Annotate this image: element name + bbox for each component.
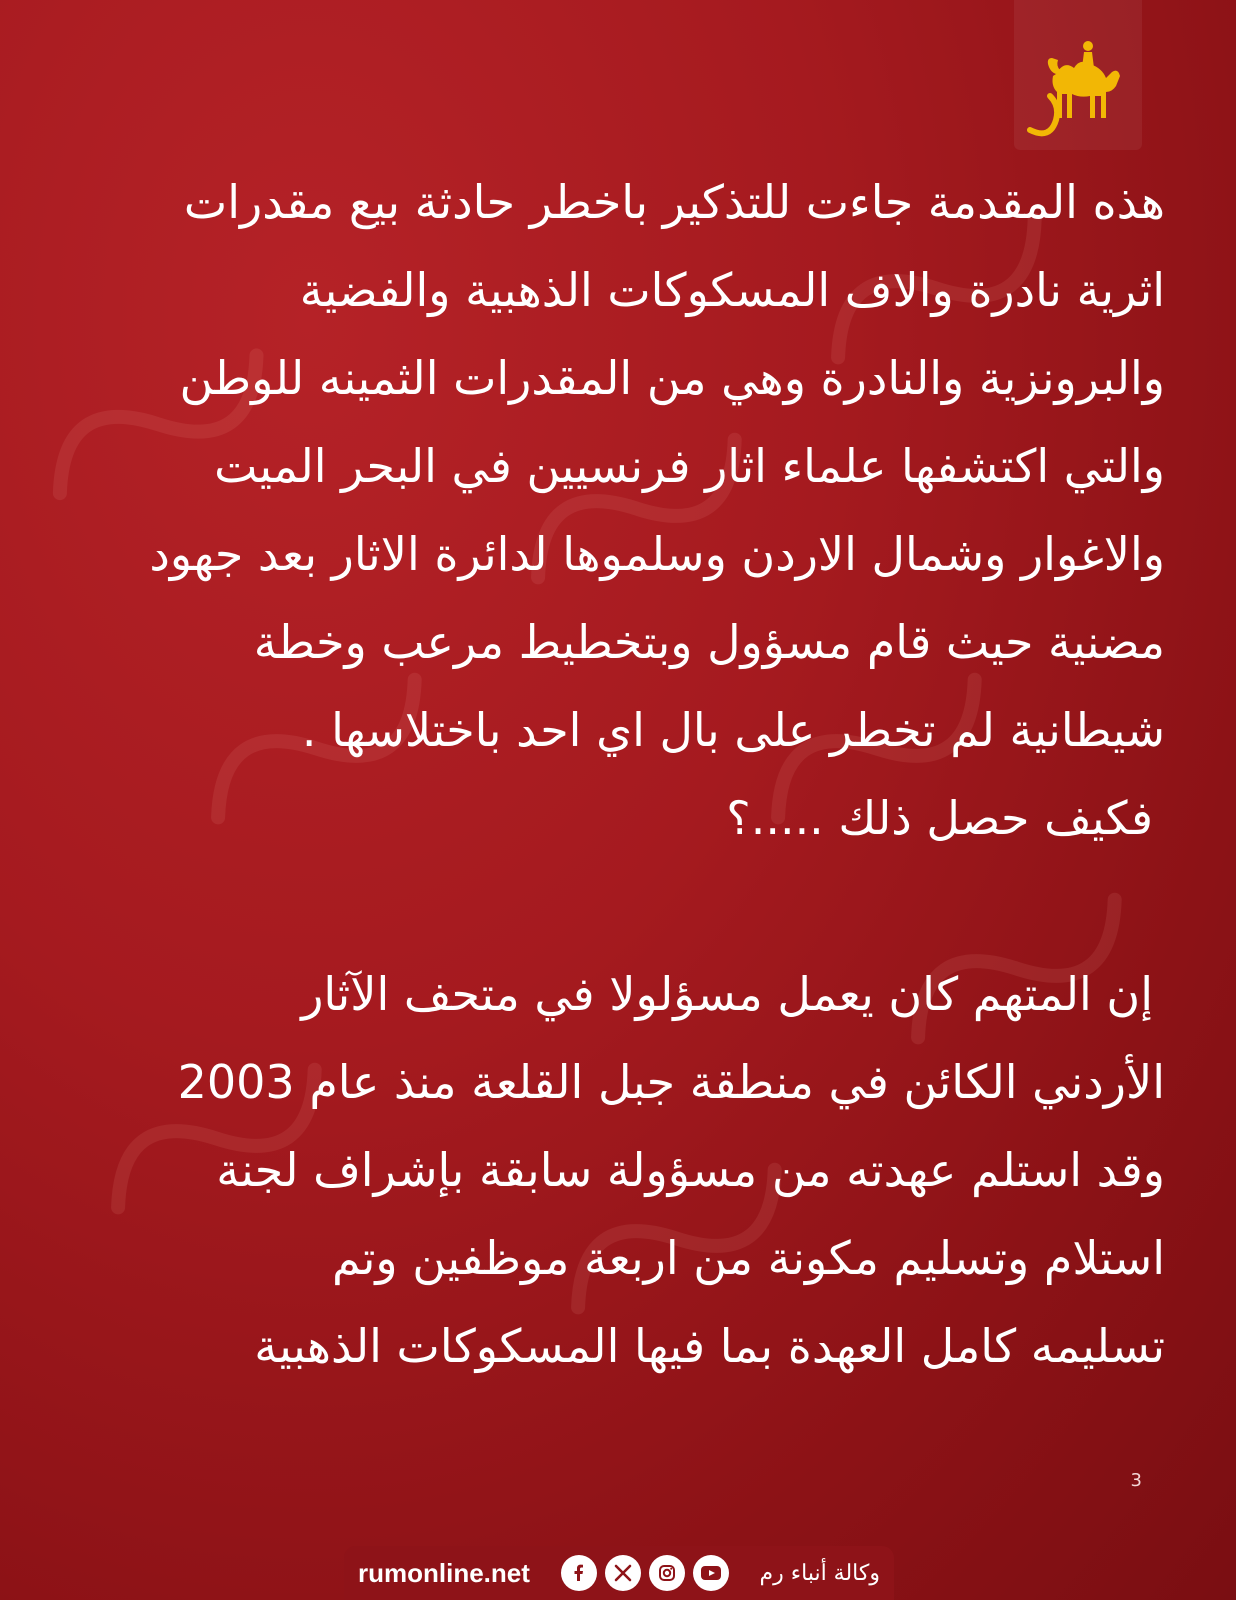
article-body [70, 158, 1165, 1390]
body-line: والبرونزية والنادرة وهي من المقدرات الثمينه للوطن [179, 351, 1165, 405]
body-line: مضنية حيث قام مسؤول وبتخطيط مرعب وخطة [253, 615, 1165, 669]
facebook-icon[interactable] [561, 1555, 597, 1591]
body-line: والتي اكتشفها علماء اثار فرنسيين في البحر الميت [214, 439, 1165, 493]
page-number: 3 [1130, 1470, 1142, 1491]
footer-bar [344, 1546, 894, 1600]
youtube-icon[interactable] [693, 1555, 729, 1591]
body-line: إن المتهم كان يعمل مسؤلولا في متحف الآثار [301, 967, 1153, 1021]
body-line: اثرية نادرة والاف المسكوكات الذهبية والفضية [299, 263, 1165, 317]
site-link[interactable]: rumonline.net [358, 1557, 530, 1588]
body-line: فكيف حصل ذلك .....؟ [726, 791, 1153, 845]
brand-name: وكالة أنباء رم [759, 1560, 880, 1586]
logo [1014, 0, 1142, 150]
x-icon[interactable] [605, 1555, 641, 1591]
body-line: الأردني الكائن في منطقة جبل القلعة منذ عام 2003 [177, 1055, 1165, 1109]
body-line: تسليمه كامل العهدة بما فيها المسكوكات الذهبية [254, 1319, 1165, 1373]
body-line: شيطانية لم تخطر على بال اي احد باختلاسها . [301, 703, 1165, 757]
body-line: والاغوار وشمال الاردن وسلموها لدائرة الاثار بعد جهود [149, 527, 1165, 581]
camel-rider-logo-icon [1022, 30, 1134, 140]
body-line: هذه المقدمة جاءت للتذكير باخطر حادثة بيع مقدرات [183, 175, 1165, 229]
social-icons [561, 1555, 729, 1591]
body-line: وقد استلم عهدته من مسؤولة سابقة بإشراف لجنة [216, 1143, 1165, 1197]
instagram-icon[interactable] [649, 1555, 685, 1591]
body-line: استلام وتسليم مكونة من اربعة موظفين وتم [331, 1231, 1165, 1285]
